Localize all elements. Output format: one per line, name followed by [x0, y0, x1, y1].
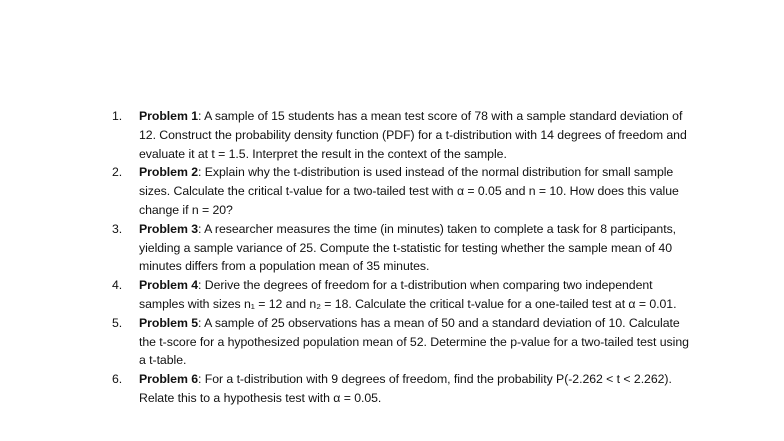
problem-title: Problem 4 — [139, 278, 199, 293]
problem-number: 5. — [112, 315, 123, 330]
problem-title: Problem 6 — [139, 372, 199, 387]
problem-text: : For a t-distribution with 9 degrees of freedom, find the probability P(-2.262 < t < 2.262). Relate this to a hypothesis test with α = 0.05. — [139, 372, 672, 405]
problem-item-4 — [112, 276, 697, 314]
problem-title: Problem 2 — [139, 165, 199, 180]
problem-number: 6. — [112, 372, 123, 387]
problem-title: Problem 3 — [139, 221, 199, 236]
problem-number: 4. — [112, 278, 123, 293]
problem-number: 3. — [112, 221, 123, 236]
problem-text: : Explain why the t-distribution is used instead of the normal distribution for small sample sizes. Calculate the critical t-value for a two-tailed test with α = 0.05 and n = 10. How does this value change if n = 20? — [139, 165, 679, 217]
problem-text: : A researcher measures the time (in minutes) taken to complete a task for 8 participants, yielding a sample variance of 25. Compute the t-statistic for testing whether the sample mean of 40 minutes differs from a population mean of 35 minutes. — [139, 221, 677, 274]
problem-text: : A sample of 25 observations has a mean of 50 and a standard deviation of 10. Calculate the t-score for a hypothesized population mean of 52. Determine the p-value for a two-tailed test using a t-table. — [139, 315, 689, 368]
problem-list — [112, 107, 697, 408]
problem-number: 1. — [112, 109, 123, 123]
problem-title: Problem 5 — [139, 315, 199, 330]
problem-item-3 — [112, 220, 697, 276]
problem-item-6 — [112, 370, 697, 408]
problem-number: 2. — [112, 165, 123, 180]
problem-item-5 — [112, 314, 697, 370]
problem-item-2 — [112, 163, 697, 219]
problem-item-1 — [112, 107, 697, 163]
problem-text: : Derive the degrees of freedom for a t-distribution when comparing two independent samples with sizes n₁ = 12 and n₂ = 18. Calculate the critical t-value for a one-tailed test at α = 0.01. — [139, 278, 677, 311]
problem-title: Problem 1 — [139, 109, 199, 123]
problem-text: : A sample of 15 students has a mean test score of 78 with a sample standard deviation of 12. Construct the probability density function (PDF) for a t-distribution with 14 degrees of freedom and evaluate it at t = 1.5. Interpret the result in the context of the sample. — [139, 109, 687, 161]
